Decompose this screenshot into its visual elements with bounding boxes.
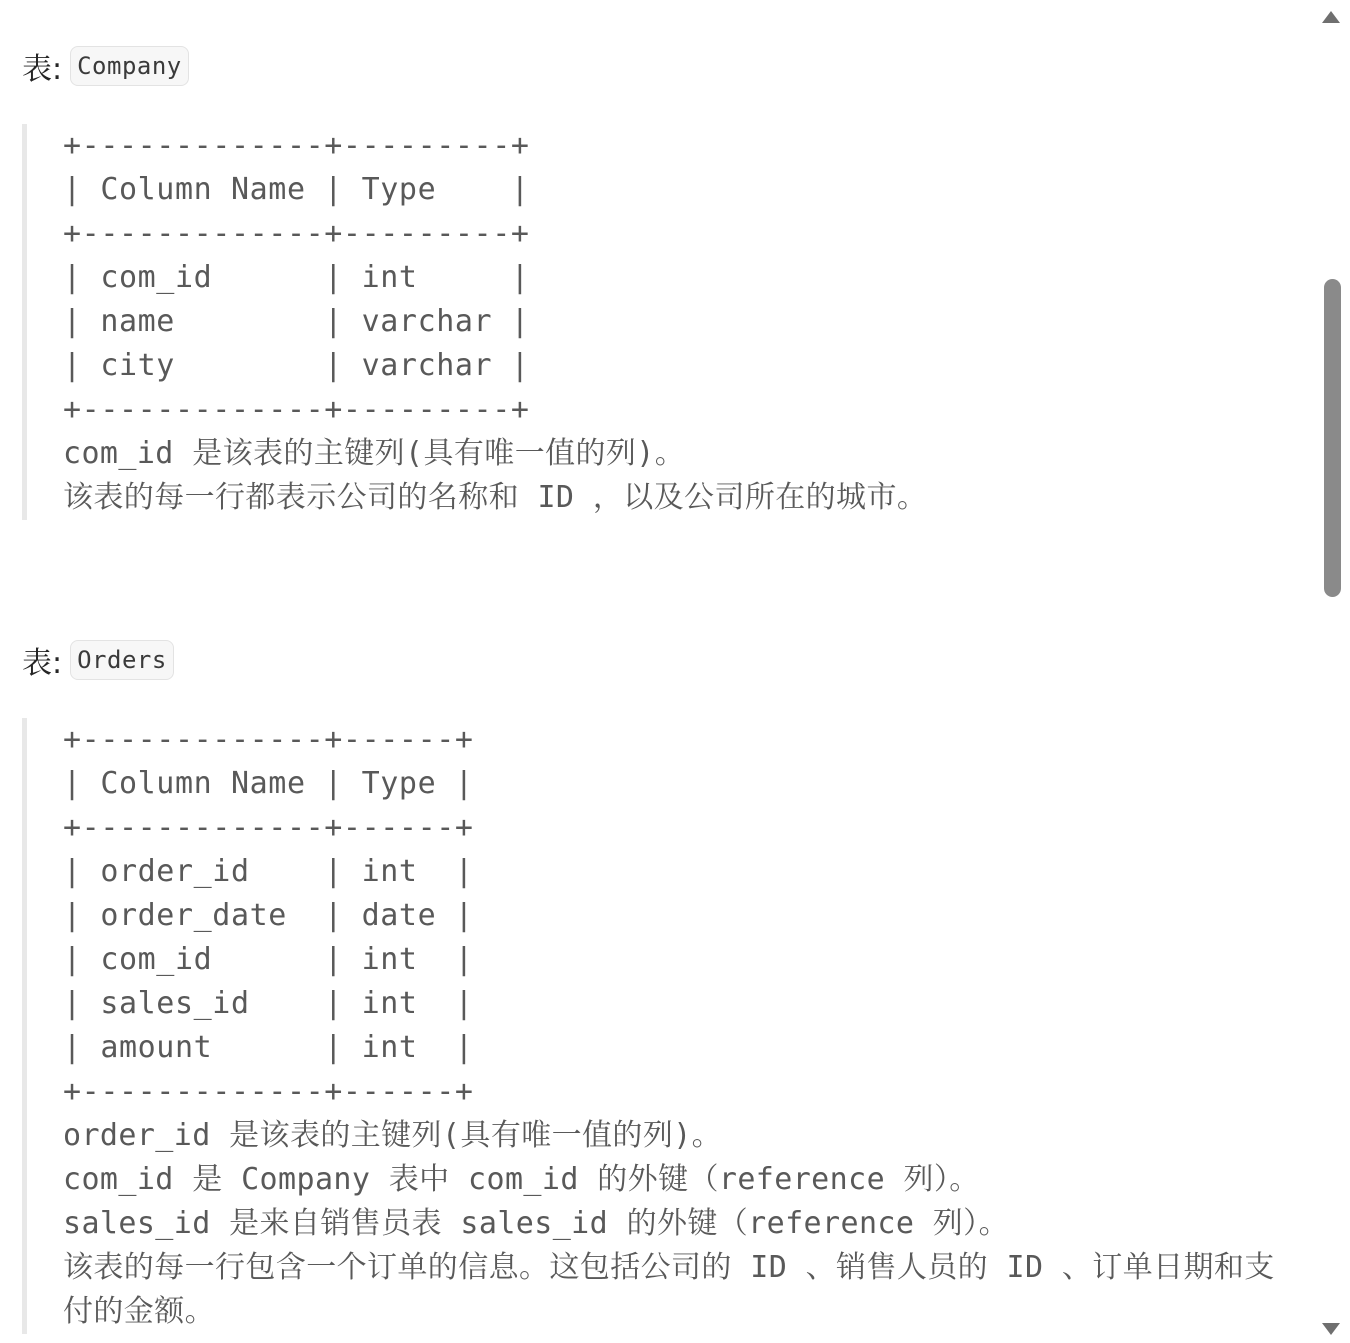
orders-schema-blockquote xyxy=(22,718,1302,1334)
orders-note-description: 该表的每一行包含一个订单的信息。这包括公司的 ID 、销售人员的 ID 、订单日期和支付的金额。 xyxy=(63,1250,1275,1329)
orders-note-sales-id-fk: sales_id 是来自销售员表 sales_id 的外键（reference 列）。 xyxy=(63,1206,1009,1241)
schema-line: +-------------+---------+ xyxy=(63,128,530,163)
schema-line: +-------------+------+ xyxy=(63,722,474,757)
schema-line: | order_date | date | xyxy=(63,898,474,933)
schema-line: | com_id | int | xyxy=(63,260,530,295)
table-heading-label: 表: xyxy=(22,646,63,681)
schema-line: | com_id | int | xyxy=(63,942,474,977)
company-table-heading xyxy=(22,44,189,88)
schema-line: +-------------+---------+ xyxy=(63,392,530,427)
schema-line: +-------------+------+ xyxy=(63,1074,474,1109)
orders-schema-table xyxy=(63,718,1302,1114)
table-heading-label: 表: xyxy=(22,52,63,87)
schema-line: | sales_id | int | xyxy=(63,986,474,1021)
company-table-name: Company xyxy=(70,46,189,86)
company-note-description: 该表的每一行都表示公司的名称和 ID ，以及公司所在的城市。 xyxy=(63,480,928,515)
orders-table-name: Orders xyxy=(70,640,174,680)
schema-line: +-------------+---------+ xyxy=(63,216,530,251)
company-schema-blockquote xyxy=(22,124,927,520)
company-note-primary-key: com_id 是该表的主键列(具有唯一值的列)。 xyxy=(63,436,686,471)
schema-line: +-------------+------+ xyxy=(63,810,474,845)
scrollbar-track[interactable] xyxy=(1312,0,1350,1343)
schema-line: | Column Name | Type | xyxy=(63,172,530,207)
scroll-down-arrow-icon[interactable] xyxy=(1322,1323,1340,1335)
schema-line: | city | varchar | xyxy=(63,348,530,383)
schema-line: | order_id | int | xyxy=(63,854,474,889)
orders-note-primary-key: order_id 是该表的主键列(具有唯一值的列)。 xyxy=(63,1118,723,1153)
scroll-up-arrow-icon[interactable] xyxy=(1322,11,1340,23)
schema-line: | name | varchar | xyxy=(63,304,530,339)
orders-table-heading xyxy=(22,638,174,682)
vertical-scrollbar[interactable] xyxy=(1312,0,1350,1343)
schema-line: | Column Name | Type | xyxy=(63,766,474,801)
orders-note-com-id-fk: com_id 是 Company 表中 com_id 的外键（reference 列）。 xyxy=(63,1162,980,1197)
schema-line: | amount | int | xyxy=(63,1030,474,1065)
scrollbar-thumb[interactable] xyxy=(1324,279,1341,597)
company-schema-table xyxy=(63,124,927,432)
